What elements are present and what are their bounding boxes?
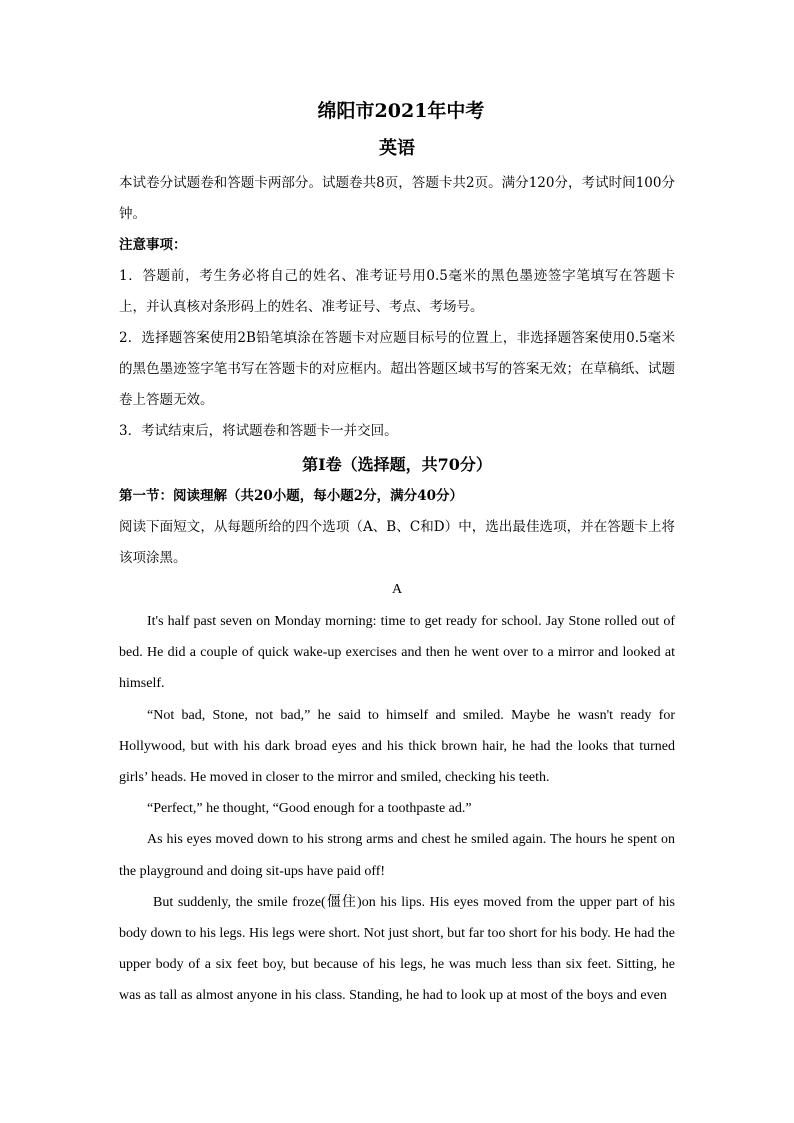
passage-paragraph: As his eyes moved down to his strong arms and chest he smiled again. The hours he spent on the playground and doing sit-ups have paid off! [119, 832, 675, 879]
part1-title: 第I卷（选择题，共70分） [302, 455, 492, 474]
intro-text: 本试卷分试题卷和答题卡两部分。试题卷共8页，答题卡共2页。满分120分，考试时间100分钟。 [119, 175, 675, 222]
passage-paragraph: “Not bad, Stone, not bad,” he said to himself and smiled. Maybe he wasn't ready for Hollywood, but with his dark broad eyes and his thick brown hair, he had the looks that turned girls’ heads. He moved in closer to the mirror and smiled, checking his teeth. [119, 707, 675, 786]
section-title: 第一节：阅读理解（共20小题，每小题2分，满分40分） [119, 488, 463, 504]
exam-title: 绵阳市2021年中考 [317, 100, 485, 122]
passage-paragraph: But suddenly, the smile froze(僵住)on his lips. His eyes moved from the upper part of his body down to his legs. His legs were short. Not just short, but far too short for his body. He had the upper body of a six feet boy, but because of his legs, he was much less than six feet. Sitting, he was as tall as almost anyone in his class. Standing, he had to look up at most of the boys and even [119, 894, 675, 1004]
note-item-3: 3．考试结束后，将试题卷和答题卡一并交回。 [119, 423, 398, 439]
section-instruction: 阅读下面短文，从每题所给的四个选项（A、B、C和D）中，选出最佳选项，并在答题卡上将该项涂黑。 [119, 519, 675, 566]
note-item-2: 2．选择题答案使用2B铅笔填涂在答题卡对应题目标号的位置上，非选择题答案使用0.5毫米的黑色墨迹签字笔书写在答题卡的对应框内。超出答题区域书写的答案无效；在草稿纸、试题卷上答题无效。 [119, 330, 675, 408]
passage-label: A [391, 582, 403, 597]
note-item-1: 1．答题前，考生务必将自己的姓名、准考证号用0.5毫米的黑色墨迹签字笔填写在答题卡上，并认真核对条形码上的姓名、准考证号、考点、考场号。 [119, 268, 675, 315]
exam-page [119, 98, 675, 1012]
passage-paragraph: It's half past seven on Monday morning: time to get ready for school. Jay Stone rolled out of bed. He did a couple of quick wake-up exercises and then he went over to a mirror and looked at himself. [119, 614, 675, 692]
passage-paragraph: “Perfect,” he thought, “Good enough for a toothpaste ad.” [147, 801, 472, 817]
subject-title: 英语 [379, 138, 415, 159]
notes-heading: 注意事项： [119, 237, 187, 253]
